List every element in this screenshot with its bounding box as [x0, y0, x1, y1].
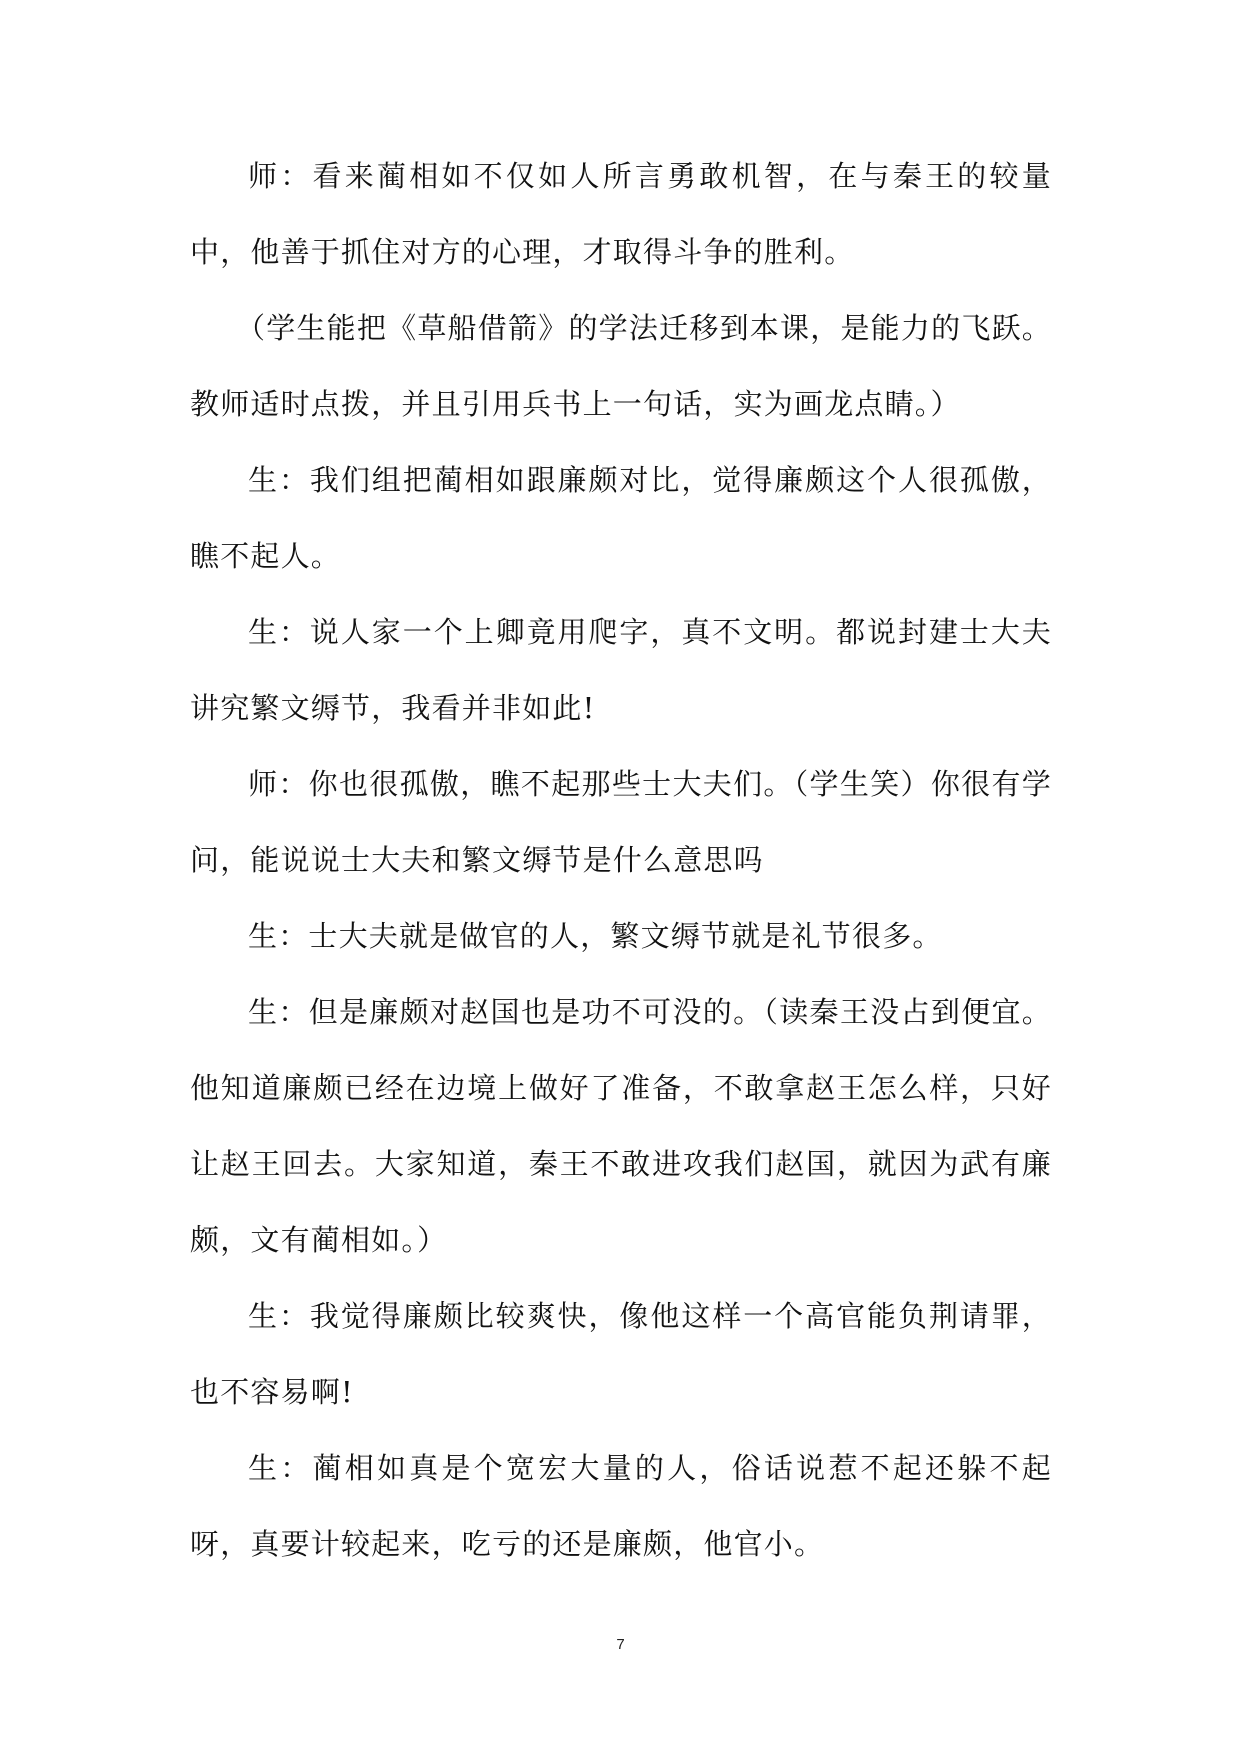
paragraph: 生：我觉得廉颇比较爽快，像他这样一个高官能负荆请罪，也不容易啊! — [190, 1299, 1052, 1409]
page-number: 7 — [616, 1636, 625, 1653]
document-body — [190, 138, 1052, 1582]
paragraph: 生：士大夫就是做官的人，繁文缛节就是礼节很多。 — [248, 919, 943, 953]
paragraph: 生：但是廉颇对赵国也是功不可没的。（读秦王没占到便宜。他知道廉颇已经在边境上做好了准备，不敢拿赵王怎么样，只好让赵王回去。大家知道，秦王不敢进攻我们赵国，就因为武有廉颇，文有蔺相如。） — [190, 995, 1052, 1257]
paragraph: 生：蔺相如真是个宽宏大量的人，俗话说惹不起还躲不起呀，真要计较起来，吃亏的还是廉颇，他官小。 — [190, 1451, 1052, 1561]
paragraph: 师：看来蔺相如不仅如人所言勇敢机智，在与秦王的较量中，他善于抓住对方的心理，才取得斗争的胜利。 — [190, 159, 1052, 269]
paragraph: 师：你也很孤傲，瞧不起那些士大夫们。（学生笑）你很有学问，能说说士大夫和繁文缛节是什么意思吗 — [190, 767, 1052, 877]
paragraph: 生：说人家一个上卿竟用爬字，真不文明。都说封建士大夫讲究繁文缛节，我看并非如此! — [190, 615, 1052, 725]
paragraph-commentary: （学生能把《草船借箭》的学法迁移到本课，是能力的飞跃。教师适时点拨，并且引用兵书上一句话，实为画龙点睛。） — [190, 311, 1052, 421]
paragraph: 生：我们组把蔺相如跟廉颇对比，觉得廉颇这个人很孤傲，瞧不起人。 — [190, 463, 1052, 573]
